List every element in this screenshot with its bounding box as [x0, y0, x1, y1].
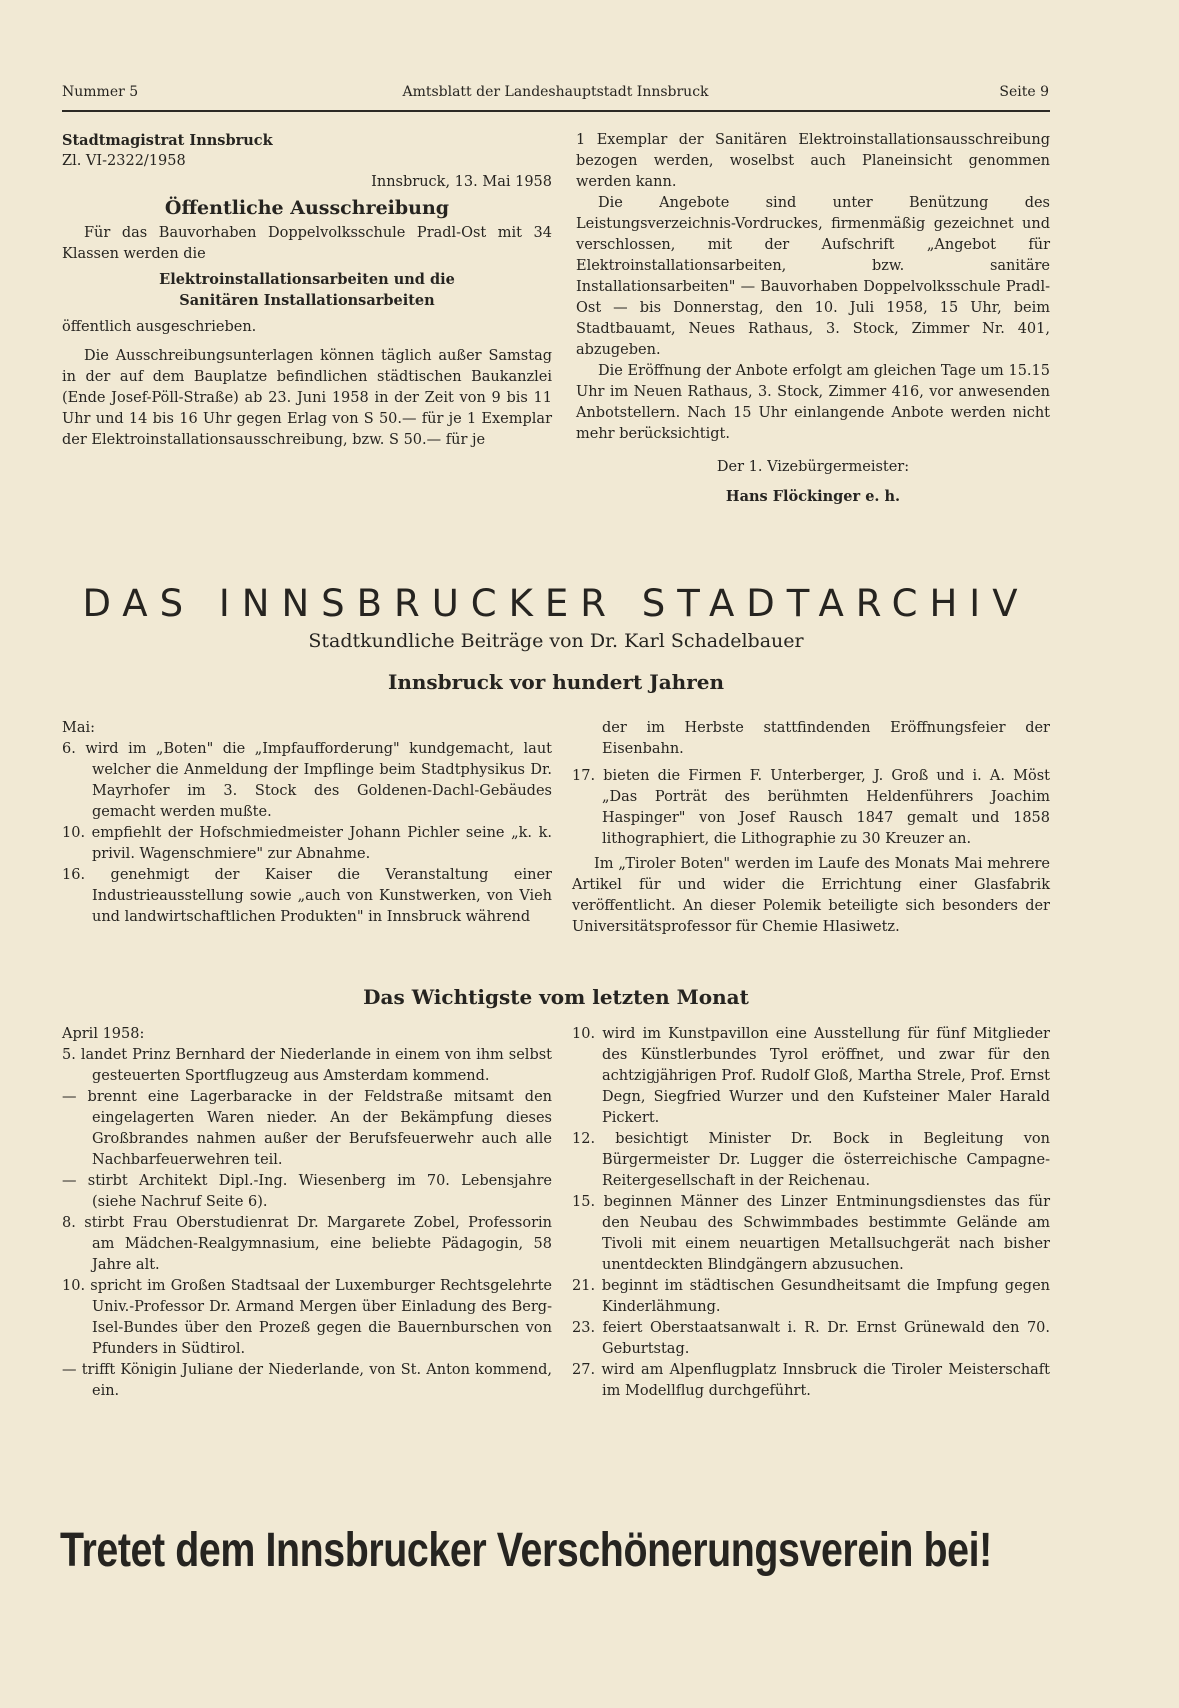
- entry-day: —: [62, 1089, 77, 1105]
- archive-month: Mai:: [62, 720, 96, 736]
- list-item: [62, 823, 552, 865]
- entry-day: 27.: [572, 1362, 596, 1378]
- notice-paragraph-3: Die Eröffnung der Anbote erfolgt am gleichen Tage um 15.15 Uhr im Neuen Rathaus, 3. Stock, Zimmer 416, vor anwesenden Anbotstellern. Nach 15 Uhr einlangende Anbote werden nicht mehr berücksichtigt.: [576, 363, 1050, 442]
- entry-text: beginnen Männer des Linzer Entminungsdienstes das für den Neubau des Schwimmbades bestimmte Gelände am Tivoli mit einem neuartigen Metallsuchgerät nach bisher unentdeckten Blindgängern abzusuchen.: [602, 1194, 1050, 1273]
- entry-day: 10.: [572, 1026, 596, 1042]
- list-item: [62, 1213, 552, 1276]
- list-item: [62, 1276, 552, 1360]
- notice-announced: öffentlich ausgeschrieben.: [62, 319, 257, 335]
- monthly-right-column: [572, 1024, 1050, 1402]
- list-item: [572, 1192, 1050, 1276]
- archive-right-column: [572, 718, 1050, 938]
- notice-title: Öffentliche Ausschreibung: [164, 197, 450, 219]
- notice-left-column: [62, 130, 552, 451]
- entry-text: spricht im Großen Stadtsaal der Luxemburger Rechtsgelehrte Univ.-Professor Dr. Armand Mergen über Einladung des Berg-Isel-Bundes über den Prozeß gegen die Bauernburschen von Pfunders in Südtirol.: [90, 1278, 552, 1357]
- entry-text: wird am Alpenflugplatz Innsbruck die Tiroler Meisterschaft im Modellflug durchgeführt.: [601, 1362, 1050, 1399]
- notice-intro: Für das Bauvorhaben Doppelvolksschule Pradl-Ost mit 34 Klassen werden die: [62, 225, 552, 262]
- archive-right-continued: der im Herbste stattfindenden Eröffnungsfeier der Eisenbahn.: [602, 720, 1050, 757]
- archive-right-paragraph: Im „Tiroler Boten" werden im Laufe des Monats Mai mehrere Artikel für und wider die Errichtung einer Glasfabrik veröffentlicht. An dieser Polemik beteiligte sich besonders der Universitätsprofessor für Chemie Hlasiwetz.: [572, 856, 1050, 935]
- slogan-banner: Tretet dem Innsbrucker Verschönerungsverein bei!: [60, 1524, 992, 1577]
- notice-paragraph-1: Die Ausschreibungsunterlagen können täglich außer Samstag in der auf dem Bauplatze befindlichen städtischen Baukanzlei (Ende Josef-Pöll-Straße) ab 23. Juni 1958 in der Zeit von 9 bis 11 Uhr und 14 bis 16 Uhr gegen Erlag von S 50.— für je 1 Exemplar der Elektroinstallationsausschreibung, bzw. S 50.— für je: [62, 348, 552, 448]
- list-item: [62, 865, 552, 928]
- entry-day: 6.: [62, 741, 76, 757]
- entry-text: brennt eine Lagerbaracke in der Feldstraße mitsamt den eingelagerten Waren nieder. An der Bekämpfung dieses Großbrandes nahmen außer der Berufsfeuerwehr auch alle Nachbarfeuerwehren teil.: [87, 1089, 553, 1168]
- monthly-left-column: [62, 1024, 552, 1402]
- archive-section-title: Innsbruck vor hundert Jahren: [387, 670, 725, 694]
- list-item: [62, 1360, 552, 1402]
- archive-left-column: [62, 718, 552, 928]
- list-item: [62, 1087, 552, 1171]
- issue-number: Nummer 5: [62, 84, 139, 100]
- notice-paragraph-1-continued: 1 Exemplar der Sanitären Elektroinstallationsausschreibung bezogen werden, woselbst auch Planeinsicht genommen werden kann.: [576, 132, 1050, 190]
- entry-day: 15.: [572, 1194, 596, 1210]
- entry-text: besichtigt Minister Dr. Bock in Begleitung von Bürgermeister Dr. Lugger die österreichische Campagne-Reitergesellschaft in der Reichenau.: [602, 1131, 1051, 1189]
- entry-day: 8.: [62, 1215, 76, 1231]
- running-header: [62, 84, 1049, 104]
- entry-text: feiert Oberstaatsanwalt i. R. Dr. Ernst Grünewald den 70. Geburtstag.: [602, 1320, 1051, 1357]
- entry-text: genehmigt der Kaiser die Veranstaltung einer Industrieausstellung sowie „auch von Kunstwerken, von Vieh und landwirtschaftlichen Produkten" in Innsbruck während: [92, 867, 552, 925]
- notice-works-electrical: Elektroinstallationsarbeiten und die: [159, 271, 455, 288]
- entry-text: wird im „Boten" die „Impfaufforderung" kundgemacht, laut welcher die Anmeldung der Impflinge beim Stadtphysikus Dr. Mayrhofer im 3. Stock des Goldenen-Dachl-Gebäudes gemacht werden mußte.: [85, 741, 552, 820]
- archive-subtitle: Stadtkundliche Beiträge von Dr. Karl Schadelbauer: [308, 630, 804, 652]
- entry-day: 5.: [62, 1047, 76, 1063]
- list-item: [572, 1276, 1050, 1318]
- notice-works-sanitary: Sanitären Installationsarbeiten: [179, 292, 435, 309]
- notice-signer-name: Hans Flöckinger e. h.: [725, 488, 901, 505]
- entry-day: —: [62, 1362, 77, 1378]
- entry-day: 10.: [62, 1278, 86, 1294]
- entry-text: stirbt Frau Oberstudienrat Dr. Margarete Zobel, Professorin am Mädchen-Realgymnasium, eine beliebte Pädagogin, 58 Jahre alt.: [84, 1215, 552, 1273]
- entry-text: trifft Königin Juliane der Niederlande, von St. Anton kommend, ein.: [81, 1362, 552, 1399]
- notice-dateline: Innsbruck, 13. Mai 1958: [371, 174, 552, 190]
- monthly-month: April 1958:: [62, 1026, 145, 1042]
- entry-day: 21.: [572, 1278, 596, 1294]
- entry-text: wird im Kunstpavillon eine Ausstellung für fünf Mitglieder des Künstlerbundes Tyrol eröffnet, und zwar für den achtzigjährigen Prof. Rudolf Gloß, Martha Strele, Prof. Ernst Degn, Siegfried Wurzer und den Kufsteiner Maler Harald Pickert.: [602, 1026, 1050, 1126]
- list-item: [62, 1045, 552, 1087]
- notice-reference: Zl. VI-2322/1958: [62, 153, 186, 169]
- list-item: [62, 739, 552, 823]
- entry-text: landet Prinz Bernhard der Niederlande in einem von ihm selbst gesteuerten Sportflugzeug aus Amsterdam kommend.: [80, 1047, 552, 1084]
- entry-day: 16.: [62, 867, 86, 883]
- entry-text: empfiehlt der Hofschmiedmeister Johann Pichler seine „k. k. privil. Wagenschmiere" zur Abnahme.: [91, 825, 552, 862]
- list-item: [572, 1318, 1050, 1360]
- archive-title: DAS INNSBRUCKER STADTARCHIV: [82, 582, 1030, 625]
- list-item: [572, 1360, 1050, 1402]
- notice-signer-title: Der 1. Vizebürgermeister:: [716, 459, 910, 475]
- entry-text: stirbt Architekt Dipl.-Ing. Wiesenberg im 70. Lebensjahre (siehe Nachruf Seite 6).: [87, 1173, 553, 1210]
- list-item: [572, 1024, 1050, 1129]
- list-item: [572, 1129, 1050, 1192]
- entry-day: 17.: [572, 768, 596, 784]
- entry-day: 10.: [62, 825, 86, 841]
- list-item: [572, 766, 1050, 850]
- entry-text: bieten die Firmen F. Unterberger, J. Groß und i. A. Möst „Das Porträt des berühmten Heldenführers Joachim Haspinger" von Josef Rausch 1847 gemalt und 1858 lithographiert, die Lithographie zu 30 Kreuzer an.: [602, 768, 1050, 847]
- notice-right-column: [576, 130, 1050, 507]
- entry-day: 12.: [572, 1131, 596, 1147]
- entry-text: beginnt im städtischen Gesundheitsamt die Impfung gegen Kinderlähmung.: [601, 1278, 1051, 1315]
- header-rule: [62, 110, 1050, 112]
- list-item: [62, 1171, 552, 1213]
- monthly-section-title: Das Wichtigste vom letzten Monat: [363, 985, 749, 1009]
- entry-day: —: [62, 1173, 77, 1189]
- page-number: Seite 9: [999, 84, 1049, 100]
- publication-title: Amtsblatt der Landeshauptstadt Innsbruck: [402, 84, 709, 100]
- notice-paragraph-2: Die Angebote sind unter Benützung des Leistungsverzeichnis-Vordruckes, firmenmäßig gezeichnet und verschlossen, mit der Aufschrift „Angebot für Elektroinstallationsarbeiten, bzw. sanitäre Installationsarbeiten" — Bauvorhaben Doppelvolksschule Pradl-Ost — bis Donnerstag, den 10. Juli 1958, 15 Uhr, beim Stadtbauamt, Neues Rathaus, 3. Stock, Zimmer Nr. 401, abzugeben.: [576, 195, 1050, 358]
- notice-authority: Stadtmagistrat Innsbruck: [62, 132, 273, 149]
- entry-day: 23.: [572, 1320, 596, 1336]
